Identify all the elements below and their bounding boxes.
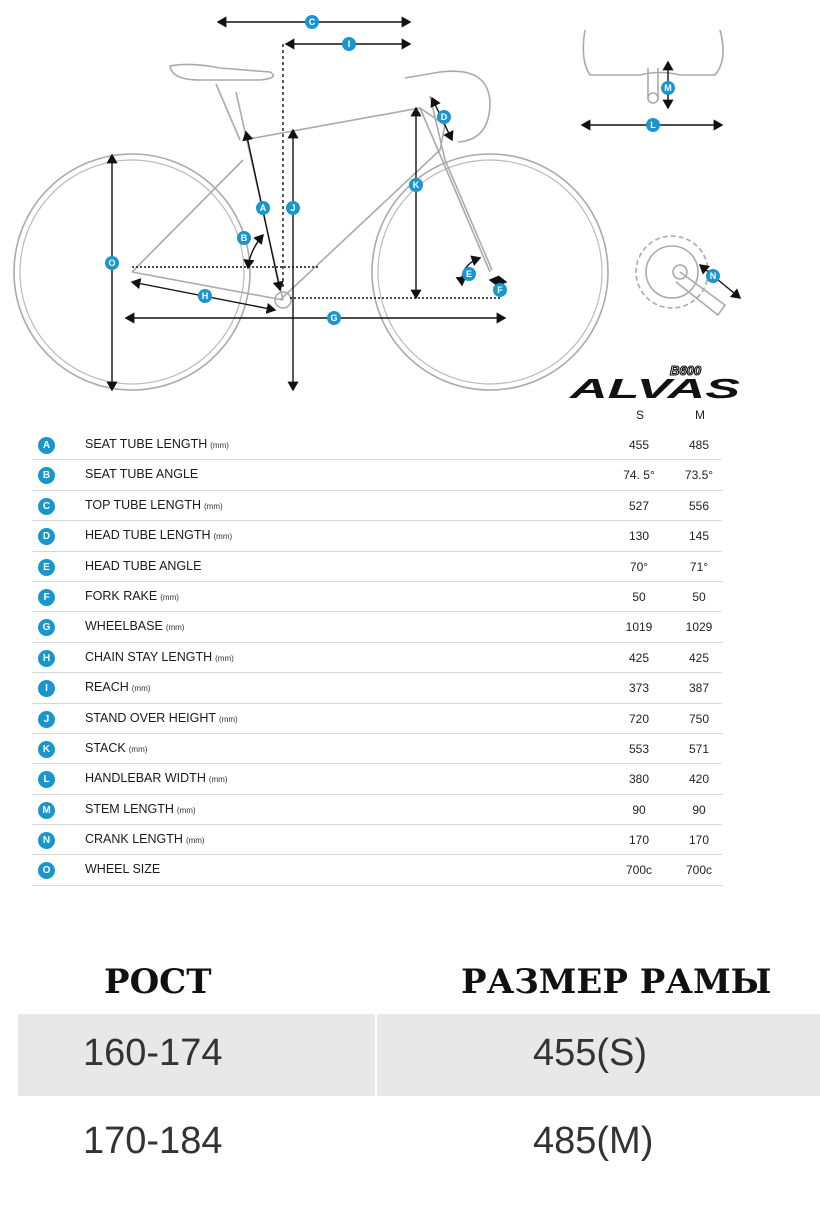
- dimension-label: SEAT TUBE ANGLE: [85, 467, 199, 482]
- dimension-name: [85, 650, 234, 664]
- dimension-badge: G: [38, 619, 55, 636]
- dimension-label: HEAD TUBE ANGLE: [85, 558, 202, 573]
- height-range: 160-174: [83, 1032, 223, 1074]
- value-m: 1029: [685, 620, 713, 635]
- brand-model: B600: [670, 363, 702, 378]
- dimension-badge: M: [38, 802, 55, 819]
- table-row: [32, 612, 722, 642]
- table-row: [32, 460, 722, 490]
- brand-logo: [560, 363, 760, 403]
- frame-size-header: РАЗМЕР РАМЫ: [461, 962, 772, 1002]
- dimension-badge: K: [38, 741, 55, 758]
- brand-name: ALVAS: [568, 373, 741, 403]
- dimension-label: REACH: [85, 680, 129, 695]
- dimension-label: STAND OVER HEIGHT: [85, 710, 217, 725]
- value-m: 425: [688, 650, 710, 665]
- dimension-label: STEM LENGTH: [85, 801, 174, 816]
- value-s: 425: [628, 650, 650, 665]
- table-row: [32, 673, 722, 703]
- dimension-unit: (mm): [160, 592, 179, 602]
- size-row: [18, 1014, 820, 1096]
- frame-size: 455(S): [533, 1032, 648, 1074]
- dimension-label: STACK: [85, 740, 126, 755]
- badge-letter-b: B: [240, 233, 248, 244]
- table-row: [32, 825, 722, 855]
- value-s: 90: [632, 802, 646, 817]
- size-header-m: M: [695, 408, 705, 422]
- value-s: 74. 5°: [623, 468, 655, 483]
- dimension-label: SEAT TUBE LENGTH: [85, 437, 208, 451]
- badge-letter-h: H: [201, 291, 209, 302]
- dimension-name: [85, 589, 179, 603]
- table-row: [32, 764, 722, 794]
- dimension-unit: (mm): [215, 653, 234, 663]
- frame-size: 485(M): [533, 1120, 654, 1162]
- dim-f: [490, 280, 506, 282]
- table-row: [32, 643, 722, 673]
- dimension-unit: (mm): [165, 623, 185, 633]
- height-header: РОСТ: [104, 962, 212, 1002]
- dimension-badge: O: [38, 862, 55, 879]
- dimension-badge: D: [38, 528, 55, 545]
- dimension-unit: (mm): [210, 441, 229, 450]
- dimension-name: [85, 741, 147, 755]
- value-s: 130: [628, 529, 650, 544]
- size-column-headers: [600, 408, 730, 426]
- dimension-name: [85, 862, 163, 876]
- dimension-badge: A: [38, 437, 55, 454]
- table-row: [32, 704, 722, 734]
- value-m: 90: [692, 802, 706, 817]
- dimension-unit: (mm): [213, 532, 233, 542]
- dimension-label: CHAIN STAY LENGTH: [85, 649, 213, 664]
- size-row: [18, 1102, 820, 1184]
- dimension-name: [85, 832, 205, 846]
- value-m: 170: [688, 833, 710, 848]
- dimension-label: CRANK LENGTH: [85, 832, 183, 847]
- badge-letter-i: I: [347, 39, 351, 50]
- dimension-name: [85, 437, 229, 451]
- badge-letter-l: L: [650, 120, 656, 131]
- dimension-badge: N: [38, 832, 55, 849]
- dimension-badge: I: [38, 680, 55, 697]
- value-m: 73.5°: [684, 468, 714, 483]
- table-row: [32, 552, 722, 582]
- table-row: [32, 521, 722, 551]
- dimension-badges: [105, 15, 720, 325]
- dimension-badge: L: [38, 771, 55, 788]
- dimension-unit: (mm): [185, 836, 205, 846]
- size-header-s: S: [635, 408, 644, 422]
- dimension-name: [85, 498, 223, 512]
- value-s: 700c: [625, 863, 653, 878]
- height-range: 170-184: [83, 1120, 223, 1162]
- value-m: 700c: [685, 863, 713, 878]
- badge-letter-d: D: [440, 112, 448, 123]
- size-chart: [18, 962, 820, 1192]
- value-m: 387: [688, 681, 710, 696]
- badge-letter-c: C: [308, 17, 316, 28]
- value-s: 50: [632, 589, 646, 604]
- dimension-label: FORK RAKE: [85, 588, 158, 603]
- dimension-label: WHEEL SIZE: [85, 862, 161, 877]
- table-row: [32, 430, 722, 460]
- value-s: 527: [628, 498, 650, 513]
- badge-letter-e: E: [465, 269, 473, 280]
- geometry-table: [32, 430, 722, 886]
- dimension-name: [85, 559, 204, 573]
- dimension-unit: (mm): [128, 744, 148, 754]
- dimension-label: WHEELBASE: [85, 619, 163, 634]
- badge-letter-g: G: [330, 313, 338, 324]
- badge-letter-j: J: [290, 203, 296, 214]
- table-row: [32, 855, 722, 885]
- value-m: 485: [688, 438, 710, 452]
- value-s: 1019: [625, 620, 653, 635]
- bike-geometry-diagram: [0, 0, 820, 400]
- dimension-badge: F: [38, 589, 55, 606]
- badge-letter-a: A: [259, 203, 267, 214]
- value-m: 750: [688, 711, 710, 726]
- dimension-unit: (mm): [131, 684, 151, 694]
- badge-letter-m: M: [664, 83, 672, 94]
- value-s: 70°: [629, 559, 649, 574]
- value-m: 556: [688, 498, 710, 513]
- handlebar-front-view: [583, 30, 723, 103]
- dimension-name: [85, 711, 238, 725]
- badge-letter-f: F: [497, 285, 503, 296]
- dimension-badge: H: [38, 650, 55, 667]
- value-s: 720: [628, 711, 650, 726]
- dimension-label: TOP TUBE LENGTH: [85, 497, 202, 512]
- table-row: [32, 734, 722, 764]
- value-s: 380: [628, 772, 650, 787]
- table-row: [32, 582, 722, 612]
- value-s: 455: [628, 438, 650, 452]
- dimension-badge: J: [38, 711, 55, 728]
- dimension-name: [85, 467, 201, 481]
- dimension-badge: C: [38, 498, 55, 515]
- dimension-unit: (mm): [208, 775, 228, 785]
- dimension-badge: E: [38, 559, 55, 576]
- dimension-unit: (mm): [176, 805, 196, 815]
- dimension-unit: (mm): [219, 714, 238, 724]
- value-s: 553: [628, 741, 650, 756]
- dimension-label: HEAD TUBE LENGTH: [85, 528, 211, 543]
- value-m: 50: [692, 589, 706, 604]
- bike-frame: [132, 64, 492, 308]
- badge-letter-o: O: [108, 258, 116, 269]
- value-m: 145: [688, 529, 710, 544]
- table-row: [32, 795, 722, 825]
- dimension-name: [85, 680, 150, 694]
- value-m: 420: [688, 772, 710, 787]
- dimension-name: [85, 528, 232, 542]
- dimension-name: [85, 771, 228, 785]
- badge-letter-n: N: [709, 271, 717, 282]
- value-s: 170: [628, 833, 650, 848]
- dimension-unit: (mm): [204, 501, 223, 511]
- value-m: 71°: [689, 559, 709, 574]
- table-row: [32, 491, 722, 521]
- dimension-label: HANDLEBAR WIDTH: [85, 771, 206, 786]
- dimension-badge: B: [38, 467, 55, 484]
- dimension-name: [85, 619, 184, 633]
- value-m: 571: [688, 741, 710, 756]
- dimension-name: [85, 802, 196, 816]
- value-s: 373: [628, 681, 650, 696]
- badge-letter-k: K: [412, 180, 420, 191]
